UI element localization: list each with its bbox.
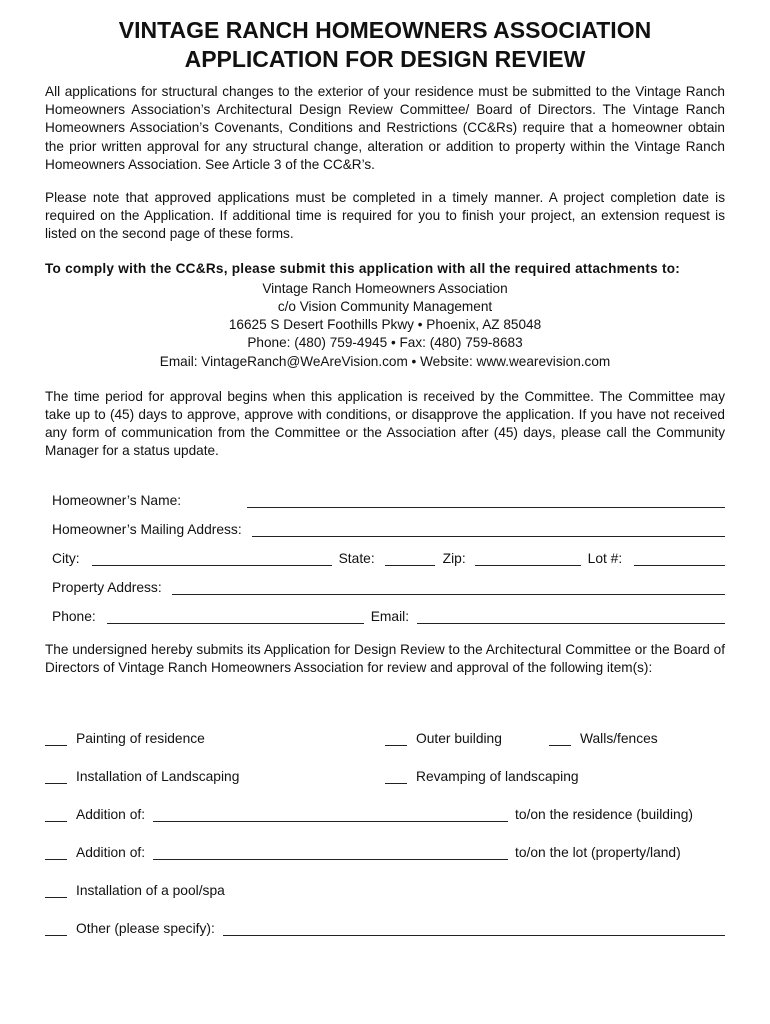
note-paragraph: Please note that approved applications must be completed in a timely manner. A project completion date is required on the Application. If additional time is required for you to finish your project, an extension request is listed on the second page of these forms. xyxy=(45,190,725,242)
association-address xyxy=(45,280,725,371)
other-label: Other (please specify): xyxy=(76,921,215,937)
email-field[interactable] xyxy=(417,609,725,624)
mailing-address-field[interactable] xyxy=(252,522,725,537)
property-address-field[interactable] xyxy=(172,580,725,595)
property-address-row xyxy=(52,566,725,595)
address-street: 16625 S Desert Foothills Pkwy • Phoenix, AZ 85048 xyxy=(228,317,542,333)
property-address-label: Property Address: xyxy=(52,579,162,595)
item-landscaping-revamp xyxy=(385,769,579,784)
items-row-2 xyxy=(45,746,725,784)
addition-lot-suffix: to/on the lot (property/land) xyxy=(515,845,681,861)
items-row-5 xyxy=(45,860,725,898)
city-label: City: xyxy=(52,550,80,566)
zip-label: Zip: xyxy=(442,550,466,566)
painting-checkbox[interactable] xyxy=(45,732,67,746)
homeowner-name-field[interactable] xyxy=(247,493,725,508)
homeowner-name-row xyxy=(52,479,725,508)
items-row-4 xyxy=(45,822,725,860)
painting-label: Painting of residence xyxy=(76,731,205,747)
outer-building-checkbox[interactable] xyxy=(385,732,407,746)
mailing-address-label: Homeowner’s Mailing Address: xyxy=(52,521,242,537)
lot-field[interactable] xyxy=(634,551,725,566)
items-row-6 xyxy=(45,898,725,936)
other-field[interactable] xyxy=(223,921,725,936)
homeowner-fields xyxy=(52,479,725,624)
walls-fences-label: Walls/fences xyxy=(580,731,658,747)
addition-lot-field[interactable] xyxy=(153,845,508,860)
time-period-paragraph: The time period for approval begins when this application is received by the Committee. The Committee may take up to (45) days to approve, approve with conditions, or disapprove the application. If you have not received any form of communication from the Committee or the Association after (45) days, please call the Community Manager for a status update. xyxy=(45,388,725,459)
form-title xyxy=(45,16,725,74)
address-email-web: Email: VintageRanch@WeAreVision.com • Website: www.wearevision.com xyxy=(159,353,611,369)
addition-residence-suffix: to/on the residence (building) xyxy=(515,807,693,823)
lot-label: Lot #: xyxy=(587,550,623,566)
city-state-zip-row xyxy=(52,537,725,566)
mailing-address-row xyxy=(52,508,725,537)
landscaping-revamp-label: Revamping of landscaping xyxy=(416,769,579,785)
items-row-3 xyxy=(45,784,725,822)
address-phone-fax: Phone: (480) 759-4945 • Fax: (480) 759-8683 xyxy=(247,335,523,351)
walls-fences-checkbox[interactable] xyxy=(549,732,571,746)
addition-lot-checkbox[interactable] xyxy=(45,846,67,860)
addition-lot-label: Addition of: xyxy=(76,845,146,861)
title-line-2: APPLICATION FOR DESIGN REVIEW xyxy=(184,46,586,72)
comply-paragraph: To comply with the CC&Rs, please submit this application with all the required attachments to: xyxy=(45,260,681,276)
item-outer-building xyxy=(385,731,549,746)
other-checkbox[interactable] xyxy=(45,922,67,936)
item-walls-fences xyxy=(549,731,658,746)
item-painting xyxy=(45,731,385,746)
zip-field[interactable] xyxy=(475,551,581,566)
title-line-1: VINTAGE RANCH HOMEOWNERS ASSOCIATION xyxy=(118,17,652,43)
email-label: Email: xyxy=(370,608,410,624)
phone-field[interactable] xyxy=(107,609,364,624)
landscaping-install-checkbox[interactable] xyxy=(45,770,67,784)
address-co: c/o Vision Community Management xyxy=(277,299,493,315)
phone-label: Phone: xyxy=(52,608,96,624)
pool-checkbox[interactable] xyxy=(45,884,67,898)
addition-residence-field[interactable] xyxy=(153,807,508,822)
pool-label: Installation of a pool/spa xyxy=(76,883,225,899)
outer-building-label: Outer building xyxy=(416,731,502,747)
application-form xyxy=(45,16,725,936)
phone-email-row xyxy=(52,595,725,624)
landscaping-install-label: Installation of Landscaping xyxy=(76,769,240,785)
review-items xyxy=(45,708,725,936)
submission-paragraph: The undersigned hereby submits its Application for Design Review to the Architectural Committee or the Board of Directors of Vintage Ranch Homeowners Association for review and approval of the following item(s): xyxy=(45,641,725,675)
address-name: Vintage Ranch Homeowners Association xyxy=(262,280,508,296)
city-field[interactable] xyxy=(92,551,332,566)
homeowner-name-label: Homeowner’s Name: xyxy=(52,492,182,508)
intro-paragraph: All applications for structural changes to the exterior of your residence must be submitted to the Vintage Ranch Homeowners Association’s Architectural Design Review Committee/ Board of Directors. The Vintage Ranch Homeowners Association’s Covenants, Conditions and Restrictions (CC&Rs) require that a homeowner obtain the prior written approval for any structural change, alteration or addition to property within the Vintage Ranch Homeowners Association. See Article 3 of the CC&R’s. xyxy=(45,84,725,172)
item-landscaping-install xyxy=(45,769,385,784)
state-field[interactable] xyxy=(385,551,435,566)
addition-residence-checkbox[interactable] xyxy=(45,808,67,822)
state-label: State: xyxy=(338,550,375,566)
addition-residence-label: Addition of: xyxy=(76,807,146,823)
items-row-1 xyxy=(45,708,725,746)
landscaping-revamp-checkbox[interactable] xyxy=(385,770,407,784)
